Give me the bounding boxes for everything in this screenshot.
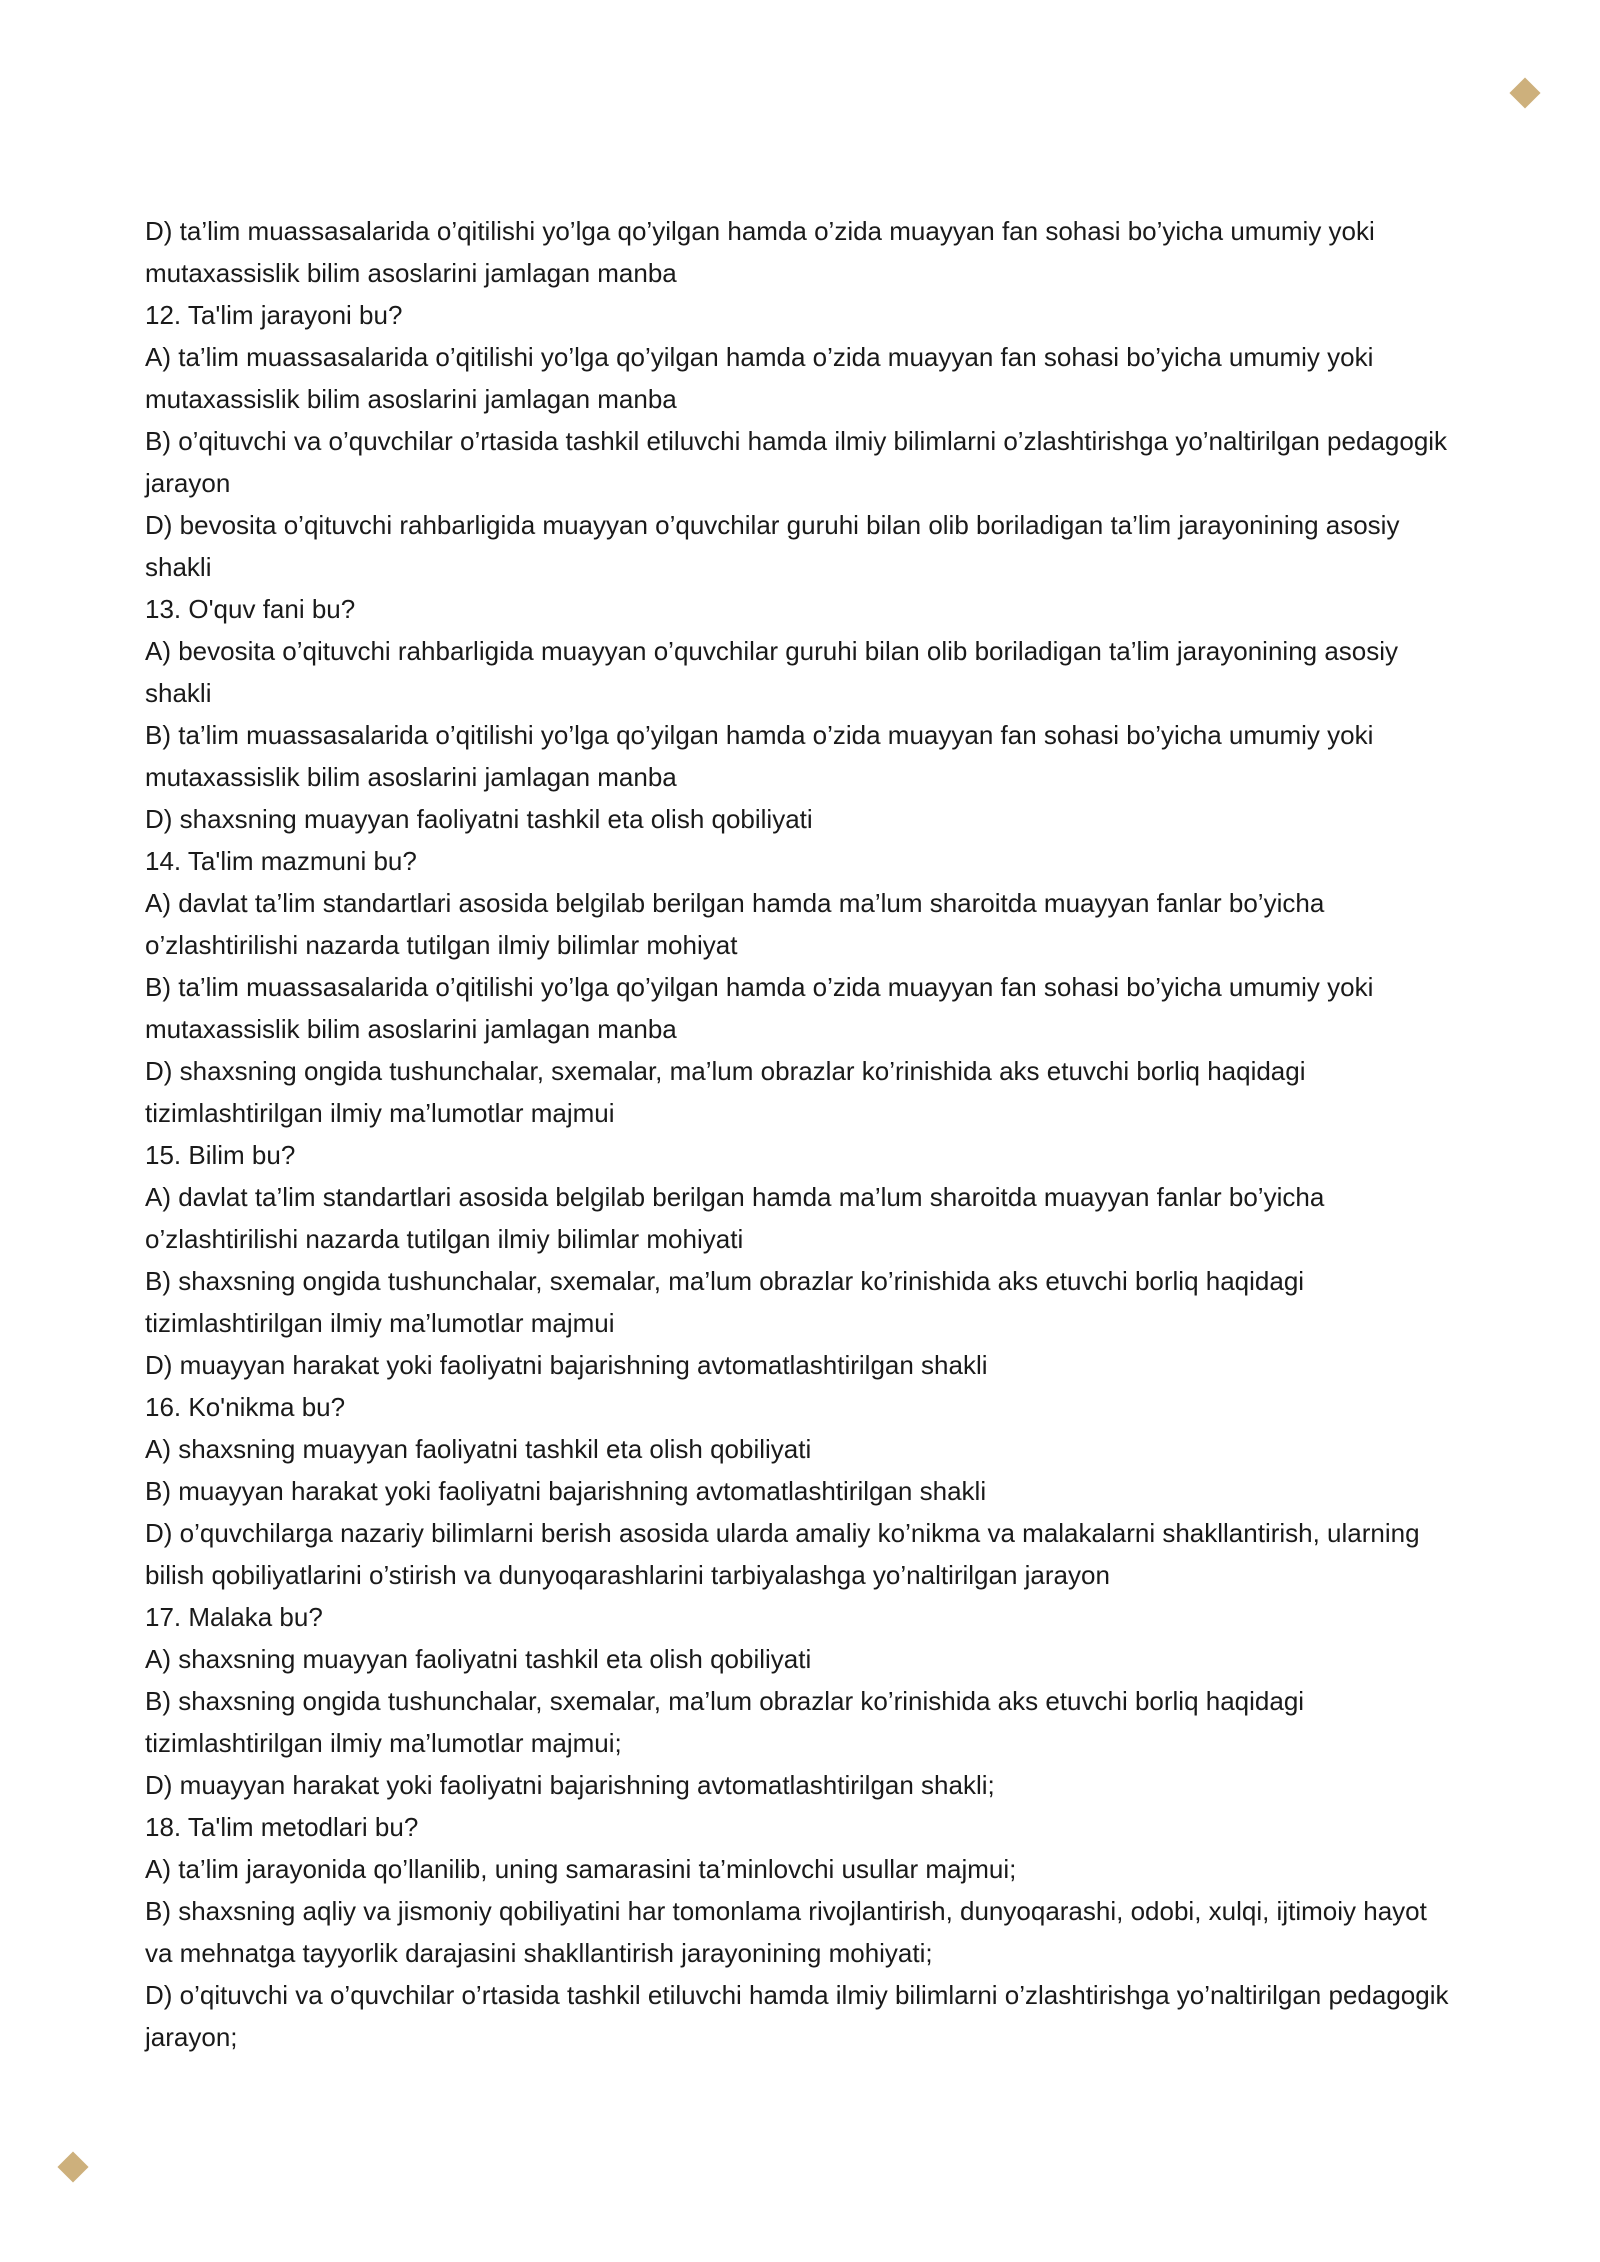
text-line: A) ta’lim jarayonida qo’llanilib, uning samarasini ta’minlovchi usullar majmui;	[145, 1854, 1017, 1884]
text-line: D) o’qituvchi va o’quvchilar o’rtasida tashkil etiluvchi hamda ilmiy bilimlarni o’zlashtirishga yo’naltirilgan pedagogik	[145, 1980, 1449, 2010]
text-line: A) shaxsning muayyan faoliyatni tashkil eta olish qobiliyati	[145, 1644, 812, 1674]
text-line: va mehnatga tayyorlik darajasini shakllantirish jarayonining mohiyati;	[145, 1938, 933, 1968]
question-heading: 13. O'quv fani bu?	[145, 594, 356, 624]
text-line: mutaxassislik bilim asoslarini jamlagan manba	[145, 258, 677, 288]
text-line: B) shaxsning aqliy va jismoniy qobiliyatini har tomonlama rivojlantirish, dunyoqarashi, odobi, xulqi, ijtimoiy hayot	[145, 1896, 1427, 1926]
text-line: A) shaxsning muayyan faoliyatni tashkil eta olish qobiliyati	[145, 1434, 812, 1464]
text-line: A) ta’lim muassasalarida o’qitilishi yo’lga qo’yilgan hamda o’zida muayyan fan sohasi bo’yicha umumiy yoki	[145, 342, 1374, 372]
text-line: D) muayyan harakat yoki faoliyatni bajarishning avtomatlashtirilgan shakli	[145, 1350, 988, 1380]
question-heading: 16. Ko'nikma bu?	[145, 1392, 346, 1422]
text-line: mutaxassislik bilim asoslarini jamlagan manba	[145, 762, 677, 792]
text-line: D) muayyan harakat yoki faoliyatni bajarishning avtomatlashtirilgan shakli;	[145, 1770, 995, 1800]
text-line: B) muayyan harakat yoki faoliyatni bajarishning avtomatlashtirilgan shakli	[145, 1476, 987, 1506]
text-line: A) bevosita o’qituvchi rahbarligida muayyan o’quvchilar guruhi bilan olib boriladigan ta’lim jarayonining asosiy	[145, 636, 1399, 666]
question-heading: 14. Ta'lim mazmuni bu?	[145, 846, 417, 876]
text-line: mutaxassislik bilim asoslarini jamlagan manba	[145, 384, 677, 414]
text-line: shakli	[145, 678, 212, 708]
question-heading: 17. Malaka bu?	[145, 1602, 323, 1632]
text-line: D) shaxsning ongida tushunchalar, sxemalar, ma’lum obrazlar ko’rinishida aks etuvchi borliq haqidagi	[145, 1056, 1306, 1086]
text-line: B) shaxsning ongida tushunchalar, sxemalar, ma’lum obrazlar ko’rinishida aks etuvchi borliq haqidagi	[145, 1266, 1305, 1296]
question-text-block	[145, 210, 1465, 2058]
text-line: D) bevosita o’qituvchi rahbarligida muayyan o’quvchilar guruhi bilan olib boriladigan ta’lim jarayonining asosiy	[145, 510, 1400, 540]
text-line: A) davlat ta’lim standartlari asosida belgilab berilgan hamda ma’lum sharoitda muayyan fanlar bo’yicha	[145, 1182, 1325, 1212]
text-line: o’zlashtirilishi nazarda tutilgan ilmiy bilimlar mohiyati	[145, 1224, 744, 1254]
text-line: D) o’quvchilarga nazariy bilimlarni berish asosida ularda amaliy ko’nikma va malakalarni shakllantirish, ularning	[145, 1518, 1420, 1548]
question-heading: 15. Bilim bu?	[145, 1140, 296, 1170]
text-line: B) o’qituvchi va o’quvchilar o’rtasida tashkil etiluvchi hamda ilmiy bilimlarni o’zlashtirishga yo’naltirilgan pedagogik	[145, 426, 1448, 456]
text-line: D) ta’lim muassasalarida o’qitilishi yo’lga qo’yilgan hamda o’zida muayyan fan sohasi bo’yicha umumiy yoki	[145, 216, 1375, 246]
text-line: B) ta’lim muassasalarida o’qitilishi yo’lga qo’yilgan hamda o’zida muayyan fan sohasi bo’yicha umumiy yoki	[145, 972, 1374, 1002]
text-line: mutaxassislik bilim asoslarini jamlagan manba	[145, 1014, 677, 1044]
text-line: D) shaxsning muayyan faoliyatni tashkil eta olish qobiliyati	[145, 804, 813, 834]
text-line: B) shaxsning ongida tushunchalar, sxemalar, ma’lum obrazlar ko’rinishida aks etuvchi borliq haqidagi	[145, 1686, 1305, 1716]
diamond-icon	[1509, 77, 1540, 108]
text-line: o’zlashtirilishi nazarda tutilgan ilmiy bilimlar mohiyat	[145, 930, 738, 960]
question-heading: 12. Ta'lim jarayoni bu?	[145, 300, 403, 330]
text-line: B) ta’lim muassasalarida o’qitilishi yo’lga qo’yilgan hamda o’zida muayyan fan sohasi bo’yicha umumiy yoki	[145, 720, 1374, 750]
text-line: jarayon	[145, 468, 231, 498]
text-line: tizimlashtirilgan ilmiy ma’lumotlar majmui	[145, 1308, 615, 1338]
question-heading: 18. Ta'lim metodlari bu?	[145, 1812, 419, 1842]
text-line: tizimlashtirilgan ilmiy ma’lumotlar majmui	[145, 1098, 615, 1128]
text-line: shakli	[145, 552, 212, 582]
text-line: tizimlashtirilgan ilmiy ma’lumotlar majmui;	[145, 1728, 622, 1758]
text-line: jarayon;	[145, 2022, 238, 2052]
text-line: bilish qobiliyatlarini o’stirish va dunyoqarashlarini tarbiyalashga yo’naltirilgan jarayon	[145, 1560, 1110, 1590]
diamond-icon	[57, 2151, 88, 2182]
text-line: A) davlat ta’lim standartlari asosida belgilab berilgan hamda ma’lum sharoitda muayyan fanlar bo’yicha	[145, 888, 1325, 918]
